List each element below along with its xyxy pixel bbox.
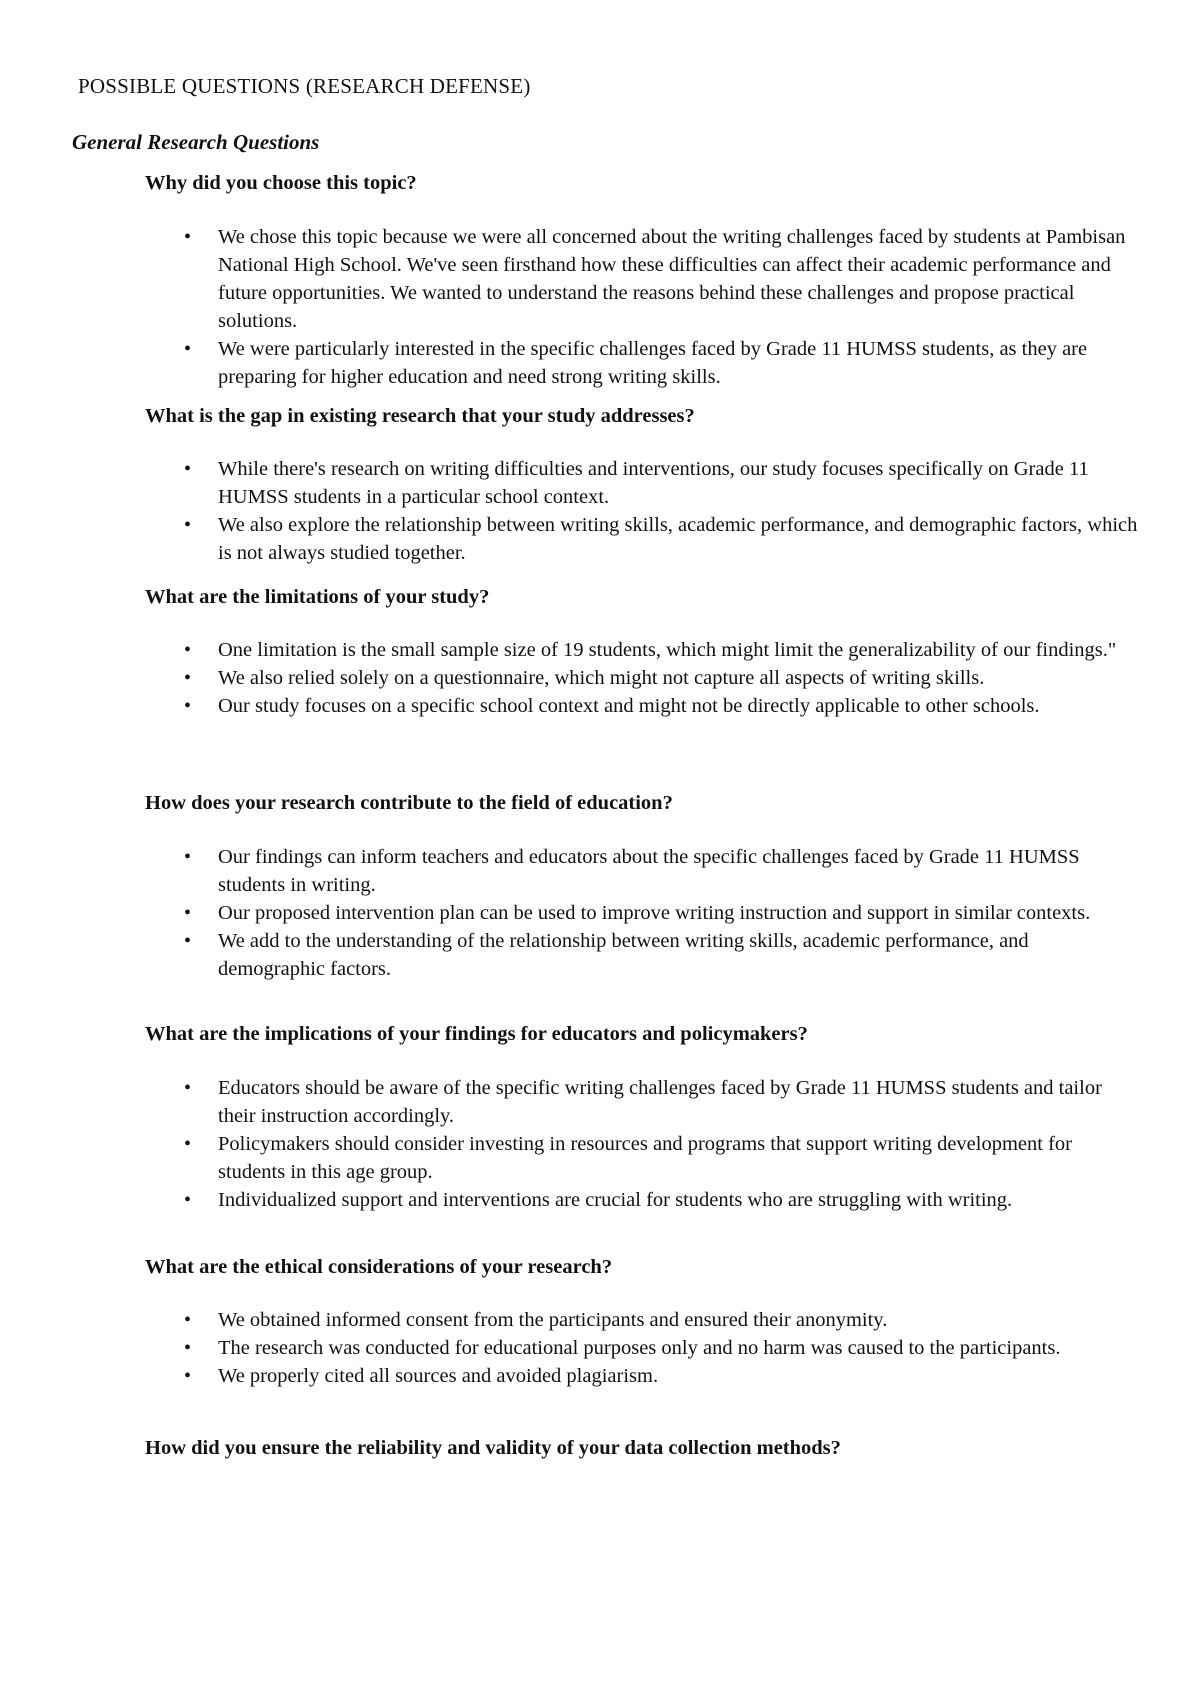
bullet-icon: • <box>184 930 192 952</box>
bullet-icon: • <box>184 1189 192 1211</box>
answer-list <box>184 223 1138 391</box>
bullet-icon: • <box>184 1077 192 1099</box>
answer-list <box>184 843 1138 983</box>
bullet-icon: • <box>184 902 192 924</box>
answer-item <box>184 511 1138 567</box>
answer-text: We also relied solely on a questionnaire, which might not capture all aspects of writing skills. <box>218 667 985 689</box>
answer-item <box>184 223 1138 335</box>
section-heading: General Research Questions <box>72 130 320 154</box>
answer-item <box>184 636 1138 664</box>
bullet-icon: • <box>184 1337 192 1359</box>
answer-text: We were particularly interested in the specific challenges faced by Grade 11 HUMSS students, as they are preparing for higher education and need strong writing skills. <box>218 338 1088 388</box>
answer-text: The research was conducted for educational purposes only and no harm was caused to the participants. <box>218 1337 1061 1359</box>
answer-item <box>184 1074 1138 1130</box>
answer-item <box>184 1186 1138 1214</box>
bullet-icon: • <box>184 458 192 480</box>
document-title: POSSIBLE QUESTIONS (RESEARCH DEFENSE) <box>78 74 531 98</box>
answer-item <box>184 927 1138 983</box>
answer-list <box>184 636 1138 720</box>
answer-text: We chose this topic because we were all concerned about the writing challenges faced by students at Pambisan National High School. We've seen firsthand how these difficulties can affect their academic performance and future opportunities. We wanted to understand the reasons behind these challenges and propose practical solutions. <box>218 226 1126 332</box>
answer-item <box>184 843 1138 899</box>
answer-list <box>184 1306 1138 1390</box>
bullet-icon: • <box>184 846 192 868</box>
question-heading: What is the gap in existing research that your study addresses? <box>145 405 695 427</box>
answer-item <box>184 1362 1138 1390</box>
answer-item <box>184 899 1138 927</box>
question-heading: What are the ethical considerations of your research? <box>145 1256 613 1278</box>
answer-item <box>184 692 1138 720</box>
question-heading: What are the limitations of your study? <box>145 586 490 608</box>
question-heading: How does your research contribute to the field of education? <box>145 792 673 814</box>
answer-text: Our findings can inform teachers and educators about the specific challenges faced by Grade 11 HUMSS students in writing. <box>218 846 1080 896</box>
answer-item <box>184 664 1138 692</box>
answer-text: Our proposed intervention plan can be used to improve writing instruction and support in similar contexts. <box>218 902 1091 924</box>
bullet-icon: • <box>184 1309 192 1331</box>
answer-item <box>184 1334 1138 1362</box>
answer-text: One limitation is the small sample size of 19 students, which might limit the generalizability of our findings." <box>218 639 1117 661</box>
question-heading: What are the implications of your findings for educators and policymakers? <box>145 1023 808 1045</box>
answer-item <box>184 455 1138 511</box>
answer-text: Our study focuses on a specific school context and might not be directly applicable to other schools. <box>218 695 1040 717</box>
answer-text: Policymakers should consider investing in resources and programs that support writing development for students in this age group. <box>218 1133 1072 1183</box>
answer-item <box>184 1130 1138 1186</box>
bullet-icon: • <box>184 667 192 689</box>
question-heading: How did you ensure the reliability and validity of your data collection methods? <box>145 1437 841 1459</box>
answer-text: We obtained informed consent from the participants and ensured their anonymity. <box>218 1309 888 1331</box>
answer-item <box>184 1306 1138 1334</box>
bullet-icon: • <box>184 639 192 661</box>
answer-list <box>184 455 1138 567</box>
answer-text: We properly cited all sources and avoided plagiarism. <box>218 1365 659 1387</box>
bullet-icon: • <box>184 226 192 248</box>
answer-text: We add to the understanding of the relationship between writing skills, academic performance, and demographic factors. <box>218 930 1029 980</box>
answer-text: Educators should be aware of the specific writing challenges faced by Grade 11 HUMSS students and tailor their instruction accordingly. <box>218 1077 1102 1127</box>
bullet-icon: • <box>184 695 192 717</box>
answer-list <box>184 1074 1138 1214</box>
bullet-icon: • <box>184 1365 192 1387</box>
bullet-icon: • <box>184 514 192 536</box>
answer-item <box>184 335 1138 391</box>
bullet-icon: • <box>184 338 192 360</box>
answer-text: While there's research on writing difficulties and interventions, our study focuses specifically on Grade 11 HUMSS students in a particular school context. <box>218 458 1089 508</box>
answer-text: Individualized support and interventions are crucial for students who are struggling with writing. <box>218 1189 1013 1211</box>
question-heading: Why did you choose this topic? <box>145 172 417 194</box>
answer-text: We also explore the relationship between writing skills, academic performance, and demographic factors, which is not always studied together. <box>218 514 1138 564</box>
bullet-icon: • <box>184 1133 192 1155</box>
